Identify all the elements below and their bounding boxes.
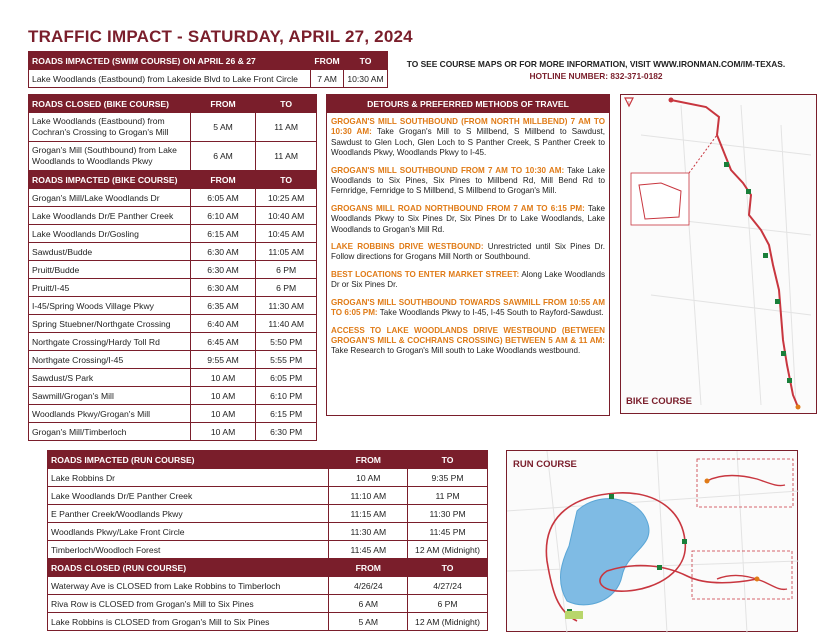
detour-text: Take Lake Woodlands to Six Pines, Six Pines to Millbend Rd, Mill Bend Rd to Fernridge, Fernridge to S Millbend, S Millbend to Grogan's Mill. [331, 165, 605, 196]
road-cell: Spring Stuebner/Northgate Crossing [29, 315, 191, 333]
to-cell: 6 PM [256, 279, 317, 297]
bike-impacted-rows [29, 189, 317, 441]
road-cell: Grogan's Mill/Lake Woodlands Dr [29, 189, 191, 207]
from-cell: 11:10 AM [329, 487, 408, 505]
to-cell: 12 AM (Midnight) [408, 613, 488, 631]
from-cell: 6:05 AM [190, 189, 255, 207]
run-impacted-header-to: TO [408, 451, 488, 469]
from-cell: 10 AM [190, 423, 255, 441]
to-cell: 5:55 PM [256, 351, 317, 369]
detour-lead: ACCESS TO LAKE WOODLANDS DRIVE WESTBOUND (BETWEEN GROGAN'S MILL & COCHRANS CROSSING) BETWEEN 5 AM & 11 AM: [331, 325, 605, 345]
from-cell: 6:30 AM [190, 279, 255, 297]
detours-list [327, 113, 609, 357]
table-row [29, 189, 317, 207]
road-cell: Northgate Crossing/Hardy Toll Rd [29, 333, 191, 351]
road-cell: Woodlands Pkwy/Grogan's Mill [29, 405, 191, 423]
table-row [29, 207, 317, 225]
table-row [29, 142, 317, 171]
table-row [29, 423, 317, 441]
table-row [29, 225, 317, 243]
detour-item [331, 204, 605, 235]
bike-course-map [620, 94, 817, 414]
detour-text: Take Woodlands Pkwy to Six Pines Dr, Six Pines Dr to Lake Woodlands, Lake Woodlands to Grogan's Mill Rd. [331, 203, 605, 234]
detour-item [331, 326, 605, 357]
road-cell: I-45/Spring Woods Village Pkwy [29, 297, 191, 315]
detour-lead: GROGAN'S MILL SOUTHBOUND FROM 7 AM TO 10:30 AM: [331, 165, 565, 175]
detour-lead: GROGAN'S MILL SOUTHBOUND (FROM NORTH MILLBEND) 7 AM TO 10:30 AM: [331, 117, 605, 137]
to-cell: 10:25 AM [256, 189, 317, 207]
run-map-inset-top [697, 459, 793, 507]
detour-text: Along Lake Woodlands Dr or Six Pines Dr. [331, 269, 605, 290]
park-area [565, 611, 583, 619]
run-map-graphic [507, 451, 799, 633]
to-cell: 10:30 AM [344, 70, 388, 88]
to-cell: 11:40 AM [256, 315, 317, 333]
from-cell: 10 AM [190, 405, 255, 423]
from-cell: 6:45 AM [190, 333, 255, 351]
run-impacted-header-from: FROM [329, 451, 408, 469]
to-cell: 11 PM [408, 487, 488, 505]
road-cell: Lake Robbins Dr [48, 469, 329, 487]
detour-item [331, 166, 605, 197]
table-row [29, 297, 317, 315]
from-cell: 6:10 AM [190, 207, 255, 225]
detour-lead: GROGAN'S MILL SOUTHBOUND TOWARDS SAWMILL FROM 10:55 AM TO 6:05 PM: [331, 297, 605, 318]
from-cell: 7 AM [311, 70, 344, 88]
run-impacted-rows [48, 469, 488, 559]
road-cell: Lake Woodlands Dr/E Panther Creek [48, 487, 329, 505]
swim-header-to: TO [344, 52, 388, 70]
swim-header-from: FROM [311, 52, 344, 70]
from-cell: 6:40 AM [190, 315, 255, 333]
to-cell: 6:15 PM [256, 405, 317, 423]
road-cell: Timberloch/Woodloch Forest [48, 541, 329, 559]
from-cell: 6 AM [190, 142, 255, 171]
from-cell: 5 AM [329, 613, 408, 631]
to-cell: 11:05 AM [256, 243, 317, 261]
road-cell: Lake Woodlands (Eastbound) from Cochran's Crossing to Grogan's Mill [29, 113, 191, 142]
run-table [47, 450, 488, 631]
bike-impacted-header-to: TO [256, 171, 317, 189]
to-cell: 6:10 PM [256, 387, 317, 405]
run-closed-rows [48, 577, 488, 631]
detour-text: Unrestricted until Six Pines Dr. Follow directions for Grogans Mill North or Southbound. [331, 242, 605, 262]
to-cell: 6:30 PM [256, 423, 317, 441]
bike-map-label: BIKE COURSE [626, 396, 692, 407]
to-cell: 10:40 AM [256, 207, 317, 225]
from-cell: 10 AM [329, 469, 408, 487]
to-cell: 11:30 AM [256, 297, 317, 315]
from-cell: 6 AM [329, 595, 408, 613]
road-cell: Northgate Crossing/I-45 [29, 351, 191, 369]
from-cell: 6:30 AM [190, 243, 255, 261]
from-cell: 11:15 AM [329, 505, 408, 523]
run-finish-marker [755, 577, 760, 582]
to-cell: 6:05 PM [256, 369, 317, 387]
from-cell: 11:30 AM [329, 523, 408, 541]
table-row [29, 315, 317, 333]
road-cell: Lake Woodlands Dr/Gosling [29, 225, 191, 243]
table-row [48, 577, 488, 595]
road-cell: Lake Woodlands (Eastbound) from Lakeside Blvd to Lake Front Circle [29, 70, 311, 88]
from-cell: 6:35 AM [190, 297, 255, 315]
from-cell: 4/26/24 [329, 577, 408, 595]
table-row [29, 243, 317, 261]
to-cell: 4/27/24 [408, 577, 488, 595]
page-title: TRAFFIC IMPACT - SATURDAY, APRIL 27, 2024 [28, 27, 413, 46]
to-cell: 6 PM [256, 261, 317, 279]
from-cell: 9:55 AM [190, 351, 255, 369]
road-cell: Pruitt/I-45 [29, 279, 191, 297]
to-cell: 6 PM [408, 595, 488, 613]
detours-panel [326, 94, 610, 416]
run-map-label: RUN COURSE [513, 459, 577, 470]
table-row [29, 279, 317, 297]
detour-lead: LAKE ROBBINS DRIVE WESTBOUND: [331, 242, 484, 252]
bike-closed-header-from: FROM [190, 95, 255, 113]
from-cell: 10 AM [190, 369, 255, 387]
lake-shape [561, 499, 650, 605]
table-row [29, 387, 317, 405]
info-website: TO SEE COURSE MAPS OR FOR MORE INFORMATION, VISIT WWW.IRONMAN.COM/IM-TEXAS. [406, 59, 786, 69]
run-closed-header-to: TO [408, 559, 488, 577]
run-impacted-header-road: ROADS IMPACTED (RUN COURSE) [48, 451, 329, 469]
to-cell: 11:30 PM [408, 505, 488, 523]
to-cell: 11 AM [256, 113, 317, 142]
to-cell: 10:45 AM [256, 225, 317, 243]
table-row [29, 261, 317, 279]
table-row [29, 369, 317, 387]
table-row [29, 70, 388, 88]
to-cell: 12 AM (Midnight) [408, 541, 488, 559]
detour-lead: BEST LOCATIONS TO ENTER MARKET STREET: [331, 269, 520, 279]
detour-item [331, 270, 605, 291]
from-cell: 5 AM [190, 113, 255, 142]
to-cell: 9:35 PM [408, 469, 488, 487]
info-block [396, 58, 796, 82]
bike-map-roads [631, 105, 811, 405]
table-row [29, 333, 317, 351]
table-row [48, 469, 488, 487]
road-cell: E Panther Creek/Woodlands Pkwy [48, 505, 329, 523]
run-closed-header-road: ROADS CLOSED (RUN COURSE) [48, 559, 329, 577]
road-cell: Lake Woodlands Dr/E Panther Creek [29, 207, 191, 225]
from-cell: 11:45 AM [329, 541, 408, 559]
bike-turn-marker [669, 98, 674, 103]
bike-start-marker [796, 405, 801, 410]
table-row [48, 505, 488, 523]
info-hotline: HOTLINE NUMBER: 832-371-0182 [529, 71, 663, 81]
swim-header-road: ROADS IMPACTED (SWIM COURSE) ON APRIL 26 & 27 [29, 52, 311, 70]
bike-map-graphic [621, 95, 818, 415]
bike-impacted-header-road: ROADS IMPACTED (BIKE COURSE) [29, 171, 191, 189]
detour-lead: GROGANS MILL ROAD NORTHBOUND FROM 7 AM TO 6:15 PM: [331, 203, 585, 213]
run-course-map [506, 450, 798, 632]
bike-closed-header-to: TO [256, 95, 317, 113]
north-arrow-glyph: ! [628, 101, 630, 107]
road-cell: Grogan's Mill (Southbound) from Lake Woodlands to Woodlands Pkwy [29, 142, 191, 171]
detours-title: DETOURS & PREFERRED METHODS OF TRAVEL [327, 95, 609, 113]
run-closed-header-from: FROM [329, 559, 408, 577]
road-cell: Pruitt/Budde [29, 261, 191, 279]
road-cell: Sawdust/Budde [29, 243, 191, 261]
road-cell: Sawdust/S Park [29, 369, 191, 387]
table-row [48, 595, 488, 613]
detour-text: Take Research to Grogan's Mill south to Lake Woodlands westbound. [331, 346, 581, 356]
detour-text: Take Woodlands Pkwy to I-45, I-45 South to Rayford-Sawdust. [379, 308, 604, 318]
table-row [29, 405, 317, 423]
table-row [29, 113, 317, 142]
from-cell: 10 AM [190, 387, 255, 405]
to-cell: 5:50 PM [256, 333, 317, 351]
bike-impacted-header-from: FROM [190, 171, 255, 189]
road-cell: Riva Row is CLOSED from Grogan's Mill to Six Pines [48, 595, 329, 613]
bike-table [28, 94, 317, 441]
table-row [48, 523, 488, 541]
detour-item [331, 242, 605, 263]
detour-item [331, 298, 605, 319]
bike-closed-header-road: ROADS CLOSED (BIKE COURSE) [29, 95, 191, 113]
table-row [48, 487, 488, 505]
table-row [48, 613, 488, 631]
road-cell: Woodlands Pkwy/Lake Front Circle [48, 523, 329, 541]
detour-text: Take Grogan's Mill to S Millbend, S Millbend to Sawdust, Sawdust to Glen Loch, Glen Loch to S Panther Creek, S Panther Creek to Woodlands Pkwy, Woodlands Pkwy to I-45. [331, 127, 605, 158]
road-cell: Lake Robbins is CLOSED from Grogan's Mill to Six Pines [48, 613, 329, 631]
detour-item [331, 117, 605, 159]
swim-table [28, 51, 388, 88]
run-turn-marker [705, 479, 710, 484]
table-row [48, 541, 488, 559]
road-cell: Sawmill/Grogan's Mill [29, 387, 191, 405]
to-cell: 11 AM [256, 142, 317, 171]
aid-station-markers [724, 162, 792, 383]
road-cell: Waterway Ave is CLOSED from Lake Robbins to Timberloch [48, 577, 329, 595]
from-cell: 6:30 AM [190, 261, 255, 279]
run-map-inset-bottom [692, 551, 792, 599]
from-cell: 6:15 AM [190, 225, 255, 243]
road-cell: Grogan's Mill/Timberloch [29, 423, 191, 441]
to-cell: 11:45 PM [408, 523, 488, 541]
table-row [29, 351, 317, 369]
